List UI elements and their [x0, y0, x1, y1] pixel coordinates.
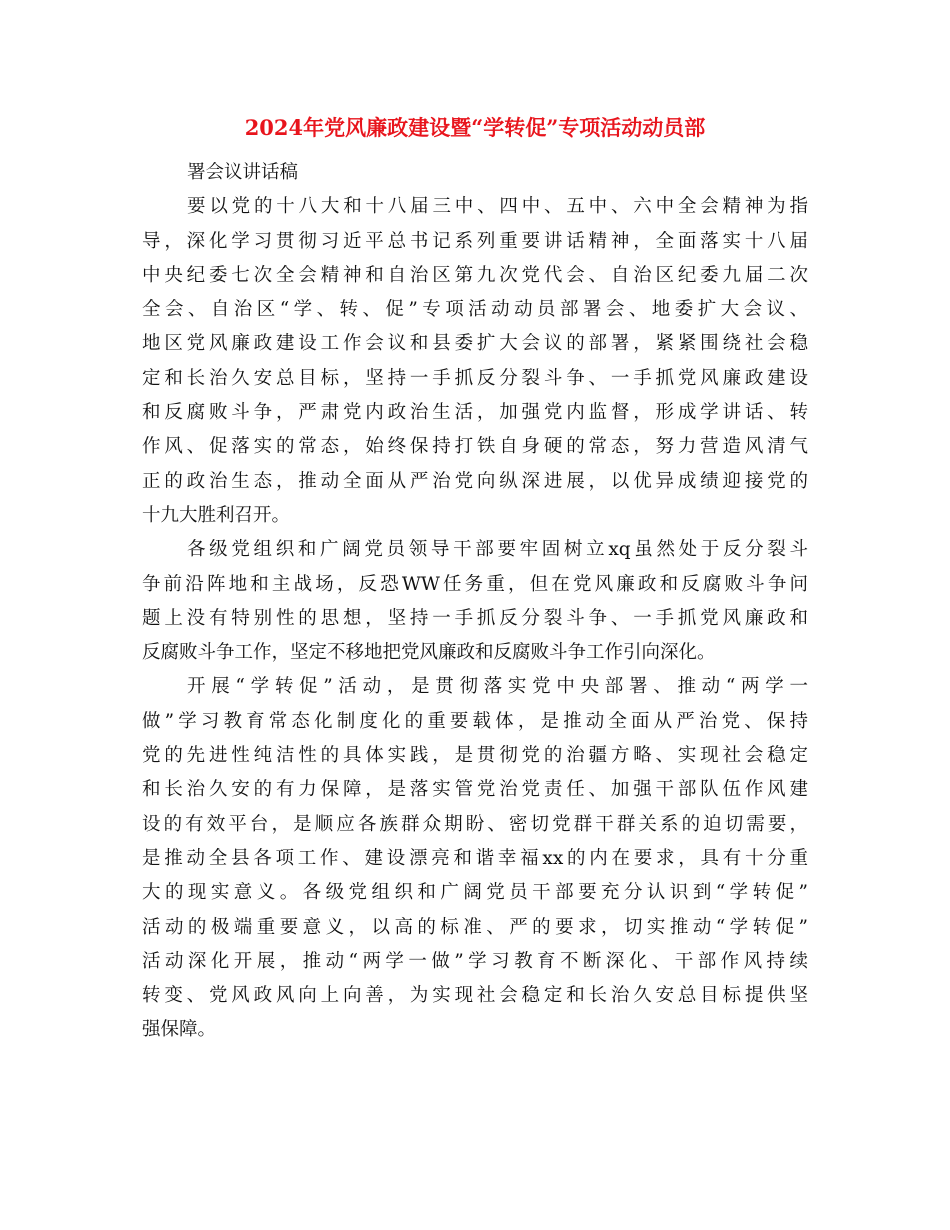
- text-line: 全会、自治区“学、转、促”专项活动动员部署会、地委扩大会议、: [142, 299, 808, 321]
- text-line: 是推动全县各项工作、建设漂亮和谐幸福xx的内在要求，具有十分重: [142, 847, 808, 869]
- text-line: 和长治久安的有力保障，是落实管党治党责任、加强干部队伍作风建: [142, 779, 808, 801]
- text-line: 十九大胜利召开。: [142, 504, 291, 526]
- text-line: 大的现实意义。各级党组织和广阔党员干部要充分认识到“学转促”: [142, 882, 808, 904]
- text-line: 要以党的十八大和十八届三中、四中、五中、六中全会精神为指: [187, 196, 808, 218]
- text-line: 争前沿阵地和主战场，反恐WW任务重，但在党风廉政和反腐败斗争问: [142, 573, 808, 595]
- text-line: 党的先进性纯洁性的具体实践，是贯彻党的治疆方略、实现社会稳定: [142, 745, 808, 767]
- text-line: 开展“学转促”活动，是贯彻落实党中央部署、推动“两学一: [187, 676, 808, 698]
- text-line: 作风、促落实的常态，始终保持打铁自身硬的常态，努力营造风清气: [142, 436, 808, 458]
- text-line: 活动的极端重要意义，以高的标准、严的要求，切实推动“学转促”: [142, 916, 808, 938]
- text-line: 和反腐败斗争，严肃党内政治生活，加强党内监督，形成学讲话、转: [142, 402, 808, 424]
- document-body: [142, 156, 808, 1048]
- text-line: 反腐败斗争工作，坚定不移地把党风廉政和反腐败斗争工作引向深化。: [142, 642, 716, 664]
- text-line: 做”学习教育常态化制度化的重要载体，是推动全面从严治党、保持: [142, 710, 808, 732]
- text-line: 活动深化开展，推动“两学一做”学习教育不断深化、干部作风持续: [142, 950, 808, 972]
- text-line: 设的有效平台，是顺应各族群众期盼、密切党群干群关系的迫切需要，: [142, 813, 808, 835]
- text-line: 题上没有特别性的思想，坚持一手抓反分裂斗争、一手抓党风廉政和: [142, 607, 808, 629]
- text-line: 中央纪委七次全会精神和自治区第九次党代会、自治区纪委九届二次: [142, 264, 808, 286]
- document-title: 2024年党风廉政建设暨“学转促”专项活动动员部: [244, 115, 706, 140]
- text-line: 署会议讲话稿: [187, 162, 299, 183]
- text-line: 各级党组织和广阔党员领导干部要牢固树立xq虽然处于反分裂斗: [187, 539, 808, 561]
- text-line: 地区党风廉政建设工作会议和县委扩大会议的部署，紧紧围绕社会稳: [142, 333, 808, 355]
- text-line: 正的政治生态，推动全面从严治党向纵深进展，以优异成绩迎接党的: [142, 470, 808, 492]
- text-line: 导，深化学习贯彻习近平总书记系列重要讲话精神，全面落实十八届: [142, 230, 808, 252]
- text-line: 转变、党风政风向上向善，为实现社会稳定和长治久安总目标提供坚: [142, 985, 808, 1007]
- text-line: 强保障。: [142, 1019, 217, 1041]
- text-line: 定和长治久安总目标，坚持一手抓反分裂斗争、一手抓党风廉政建设: [142, 367, 808, 389]
